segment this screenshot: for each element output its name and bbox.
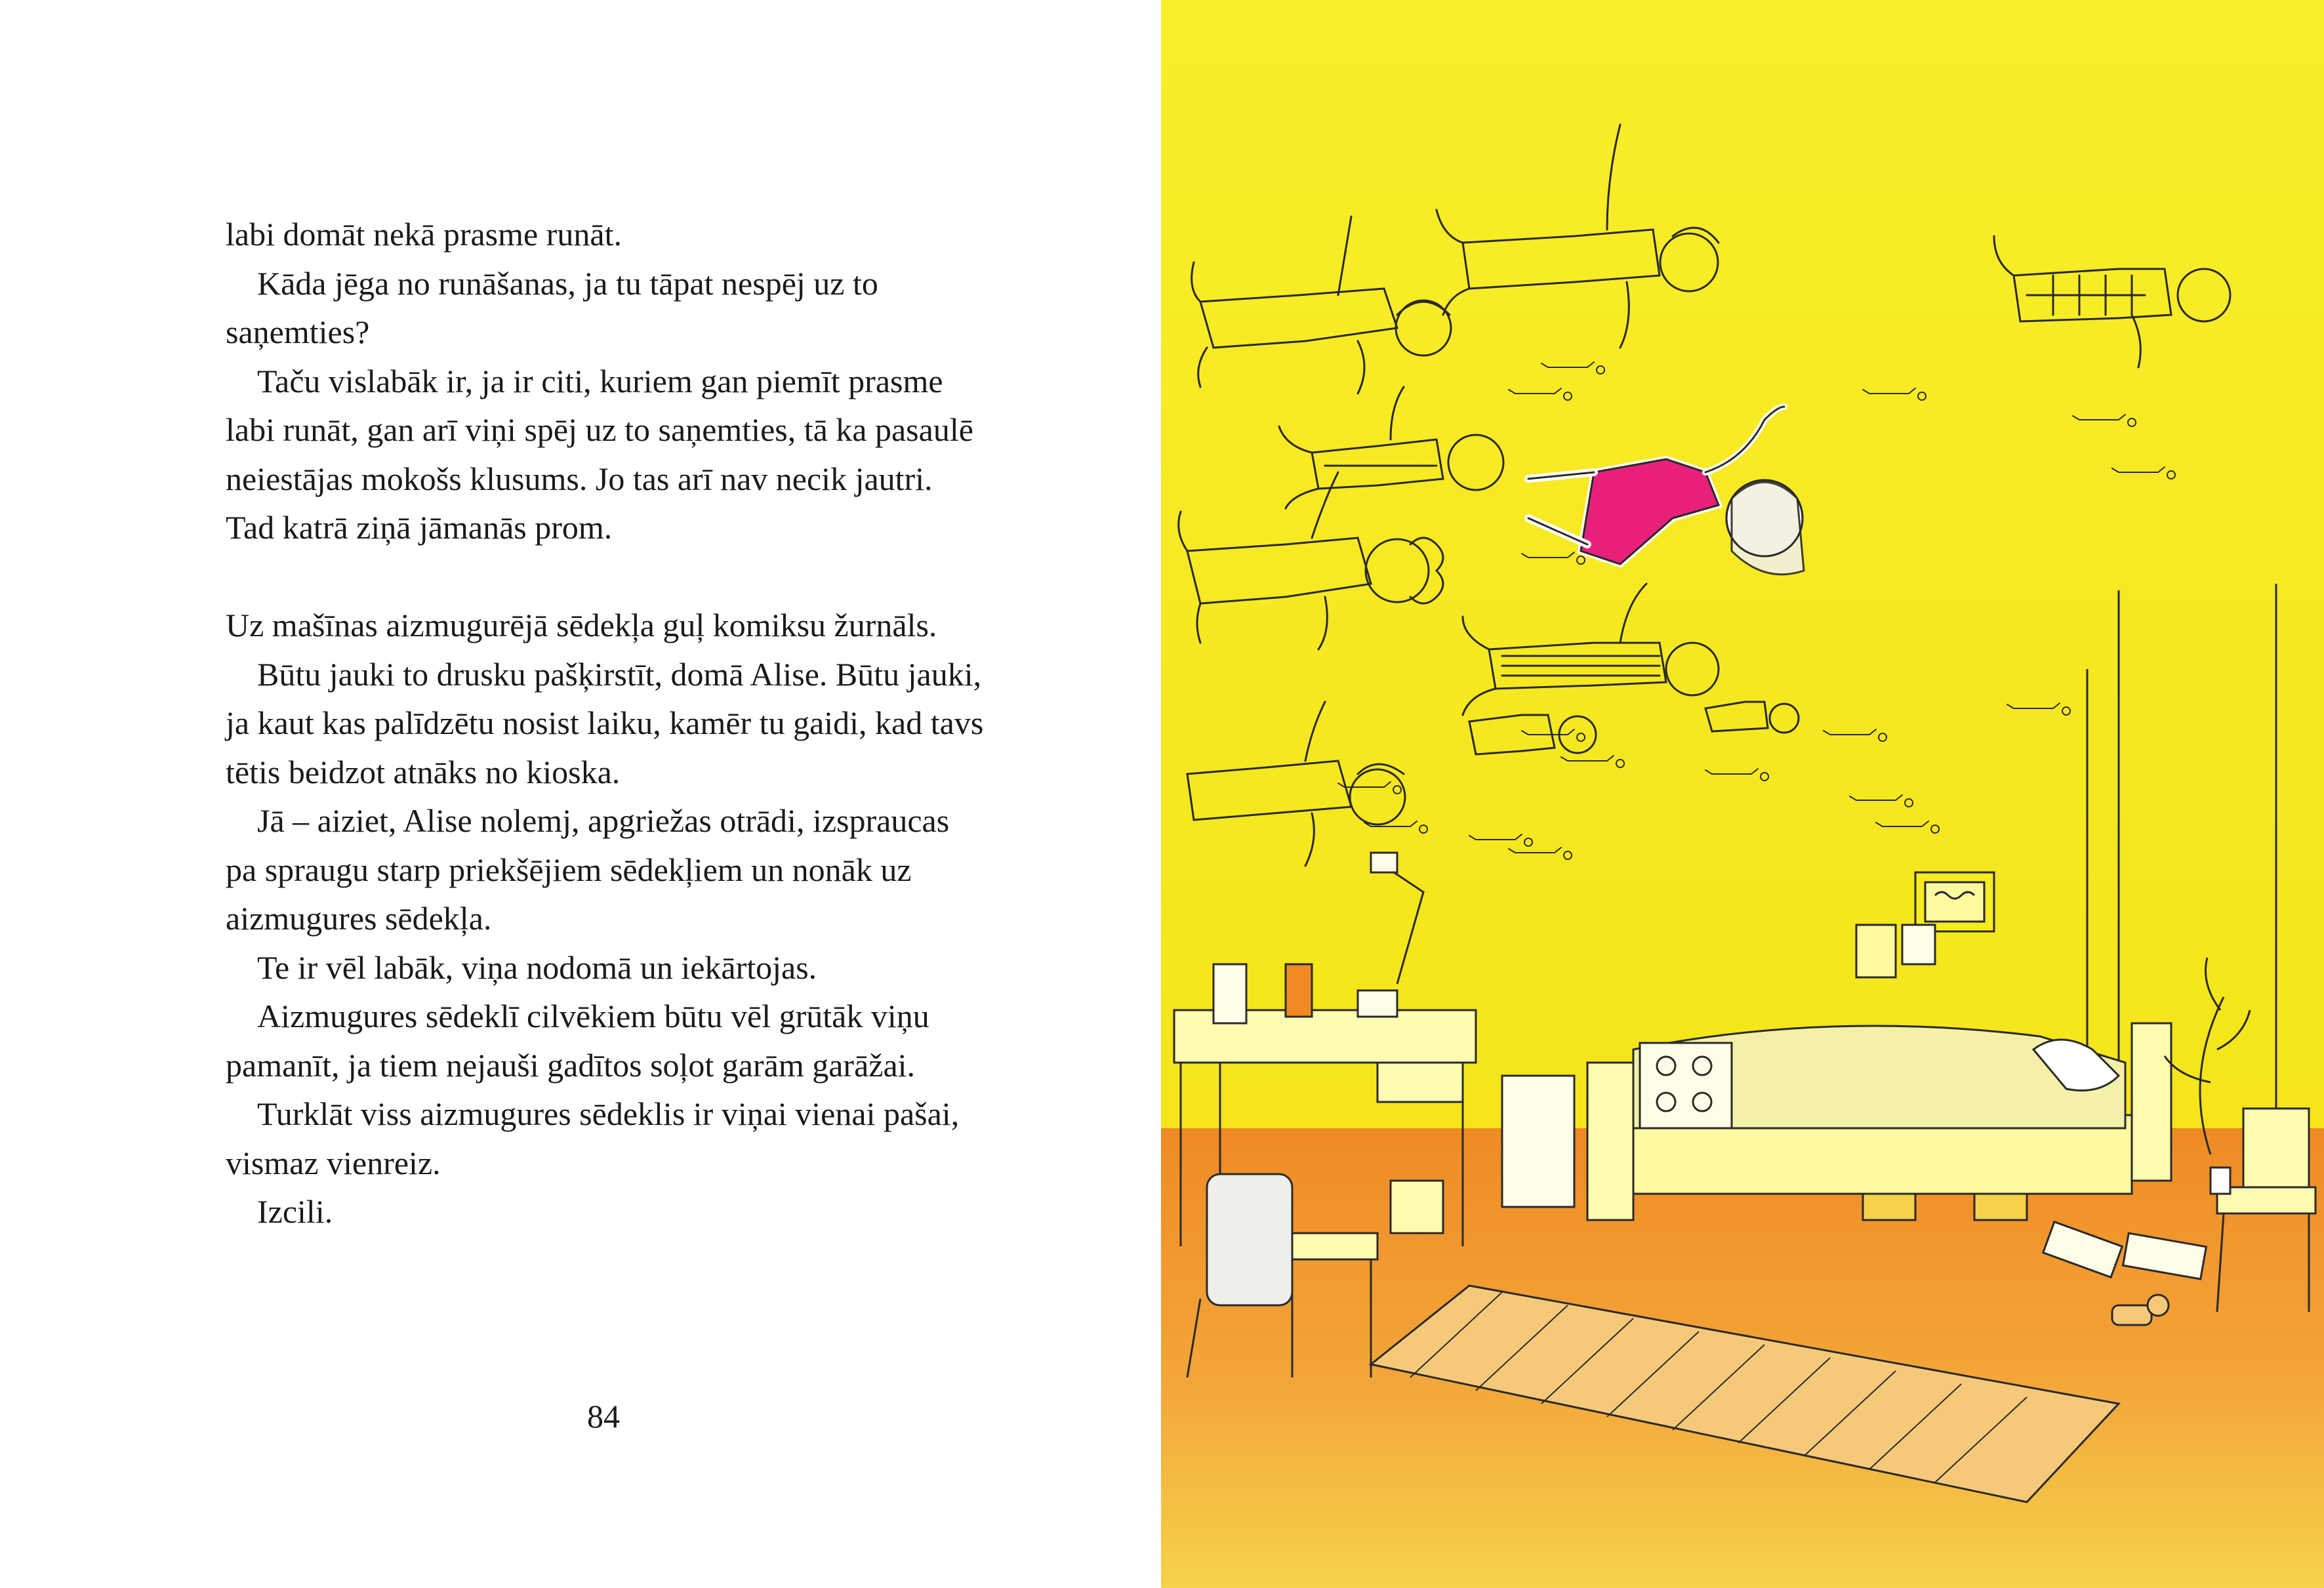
wall xyxy=(1161,0,2324,1128)
bedroom-illustration xyxy=(1161,0,2324,1588)
paragraph: Būtu jauki to drusku pašķirstīt, domā Alise. Būtu jauki, ja kaut kas palīdzētu nosist laiku, kamēr tu gaidi, kad tavs tētis beidzot atnāks no kioska. xyxy=(226,655,984,790)
paragraph: Izcili. xyxy=(257,1193,333,1230)
paragraph: Kāda jēga no runāšanas, ja tu tāpat nespēj uz to saņemties? xyxy=(226,264,878,350)
body-text xyxy=(226,210,987,1236)
paragraph: Taču vislabāk ir, ja ir citi, kuriem gan piemīt prasme labi runāt, gan arī viņi spēj uz to saņemties, tā ka pasaulē neiestājas mokošs klusums. Jo tas arī nav necik jautri. Tad katrā ziņā jāmanās prom. xyxy=(226,362,973,546)
wastebasket xyxy=(1391,1181,1443,1233)
left-page xyxy=(0,0,1161,1588)
nightstand xyxy=(1502,1076,1574,1207)
wall-picture xyxy=(1915,872,1994,931)
paragraph: Aizmugures sēdeklī cilvēkiem būtu vēl grūtāk viņu pamanīt, ja tiem nejauši gadītos soļot garām garāžai. xyxy=(226,998,929,1084)
page-number: 84 xyxy=(587,1398,620,1435)
paragraph: Jā – aiziet, Alise nolemj, apgriežas otrādi, izspraucas pa spraugu starp priekšējiem sēdekļiem un nonāk uz aizmugures sēdekļa. xyxy=(226,802,950,937)
paragraph: Turklāt viss aizmugures sēdeklis ir viņai vienai pašai, vismaz vienreiz. xyxy=(226,1095,960,1181)
paragraph: Uz mašīnas aizmugurējā sēdekļa guļ komiksu žurnāls. xyxy=(226,607,937,643)
bed xyxy=(1587,1023,2171,1220)
paragraph: Te ir vēl labāk, viņa nodomā un iekārtojas. xyxy=(257,948,817,986)
right-page xyxy=(1161,0,2324,1588)
paragraph: labi domāt nekā prasme runāt. xyxy=(226,216,622,253)
